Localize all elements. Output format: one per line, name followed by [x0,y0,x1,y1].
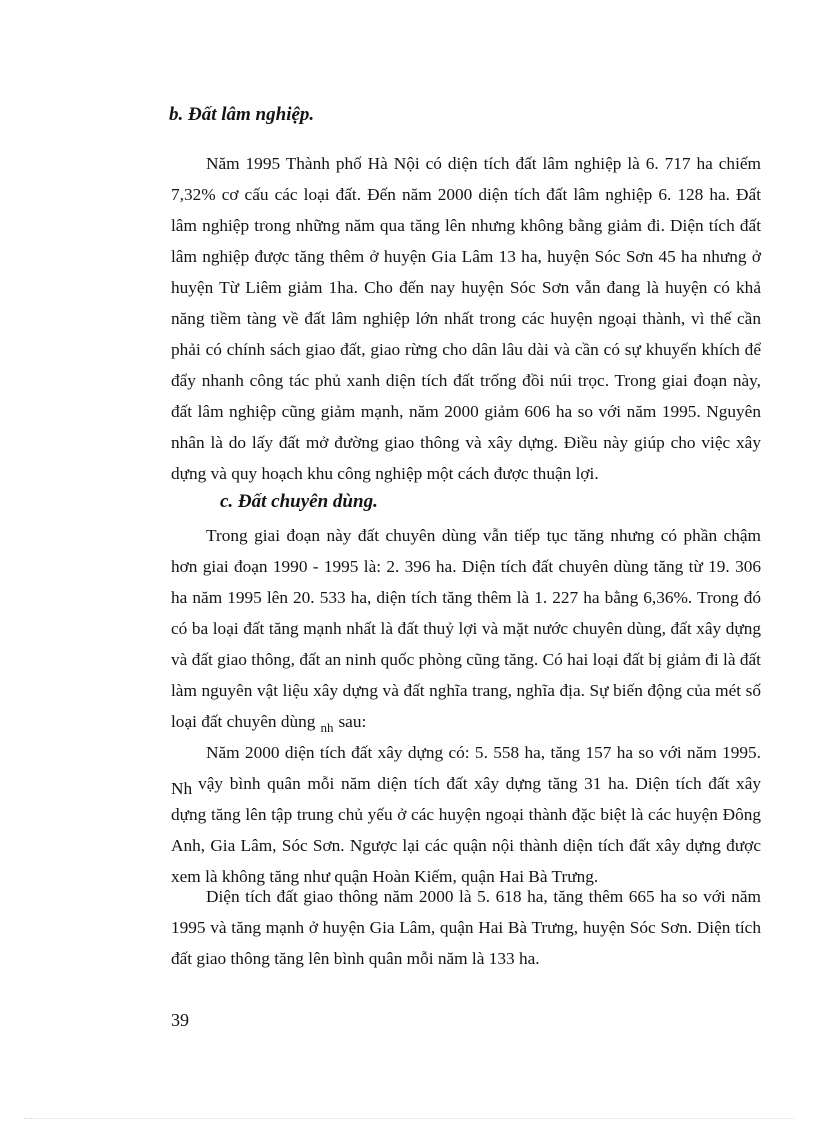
page-number: 39 [171,1010,189,1030]
paragraph-2-fragment: Nh [171,779,193,798]
paragraph-1-fragment: nh [320,720,334,735]
section-b-paragraph: Năm 1995 Thành phố Hà Nội có diện tích đất lâm nghiệp là 6. 717 ha chiếm 7,32% cơ cấu các loại đất. Đến năm 2000 diện tích đất lâm nghiệp 6. 128 ha. Đất lâm nghiệp trong những năm qua tăng lên nhưng không bằng giảm đi. Diện tích đất lâm nghiệp được tăng thêm ở huyện Gia Lâm 13 ha, huyện Sóc Sơn 45 ha nhưng ở huyện Từ Liêm giảm 1ha. Cho đến nay huyện Sóc Sơn vẫn đang là huyện có khả năng tiềm tàng về đất lâm nghiệp lớn nhất trong các huyện ngoại thành, vì thế cần phải có chính sách giao đất, giao rừng cho dân lâu dài và cần có sự khuyến khích để đẩy nhanh công tác phủ xanh diện tích đất trống đồi núi trọc. Trong giai đoạn này, đất lâm nghiệp cũng giảm mạnh, năm 2000 giảm 606 ha so với năm 1995. Nguyên nhân là do lấy đất mở đường giao thông và xây dựng. Điều này giúp cho việc xây dựng và quy hoạch khu công nghiệp một cách được thuận lợi. [171,154,761,483]
section-c-heading: c. Đất chuyên dùng. [220,491,378,512]
section-b-heading: b. Đất lâm nghiệp. [169,104,315,125]
section-c-paragraph-3: Diện tích đất giao thông năm 2000 là 5. 618 ha, tăng thêm 665 ha so với năm 1995 và tăng mạnh ở huyện Gia Lâm, quận Hai Bà Trưng, huyện Sóc Sơn. Diện tích đất giao thông tăng lên bình quân mỗi năm là 133 ha. [171,887,761,968]
paragraph-1-main-text: Trong giai đoạn này đất chuyên dùng vẫn tiếp tục tăng nhưng có phần chậm hơn giai đoạn 1990 - 1995 là: 2. 396 ha. Diện tích đất chuyên dùng tăng từ 19. 306 ha năm 1995 lên 20. 533 ha, diện tích tăng thêm là 1. 227 ha bằng 6,36%. Trong đó có ba loại đất tăng mạnh nhất là đất thuỷ lợi và mặt nước chuyên dùng, đất xây dựng và đất giao thông, đất an ninh quốc phòng cũng tăng. Có hai loại đất bị giảm đi là đất làm nguyên vật liệu xây dựng và đất nghĩa trang, nghĩa địa. Sự biến động của mét số loại đất chuyên dùng [171,526,761,731]
section-c-paragraph-1 [171,520,761,738]
footer-divider [24,1118,794,1119]
paragraph-1-end-text: sau: [338,712,367,731]
section-c-paragraph-2 [171,737,761,892]
paragraph-2-rest-text: vậy bình quân mỗi năm diện tích đất xây dựng tăng 31 ha. Diện tích đất xây dựng tăng lên tập trung chủ yếu ở các huyện ngoại thành đặc biệt là các huyện Đông Anh, Gia Lâm, Sóc Sơn. Ngược lại các quận nội thành diện tích đất xây dựng được xem là không tăng như quận Hoàn Kiếm, quận Hai Bà Trưng. [171,774,761,886]
paragraph-2-first-line: Năm 2000 diện tích đất xây dựng có: 5. 558 ha, tăng 157 ha so với năm 1995. [206,743,761,762]
